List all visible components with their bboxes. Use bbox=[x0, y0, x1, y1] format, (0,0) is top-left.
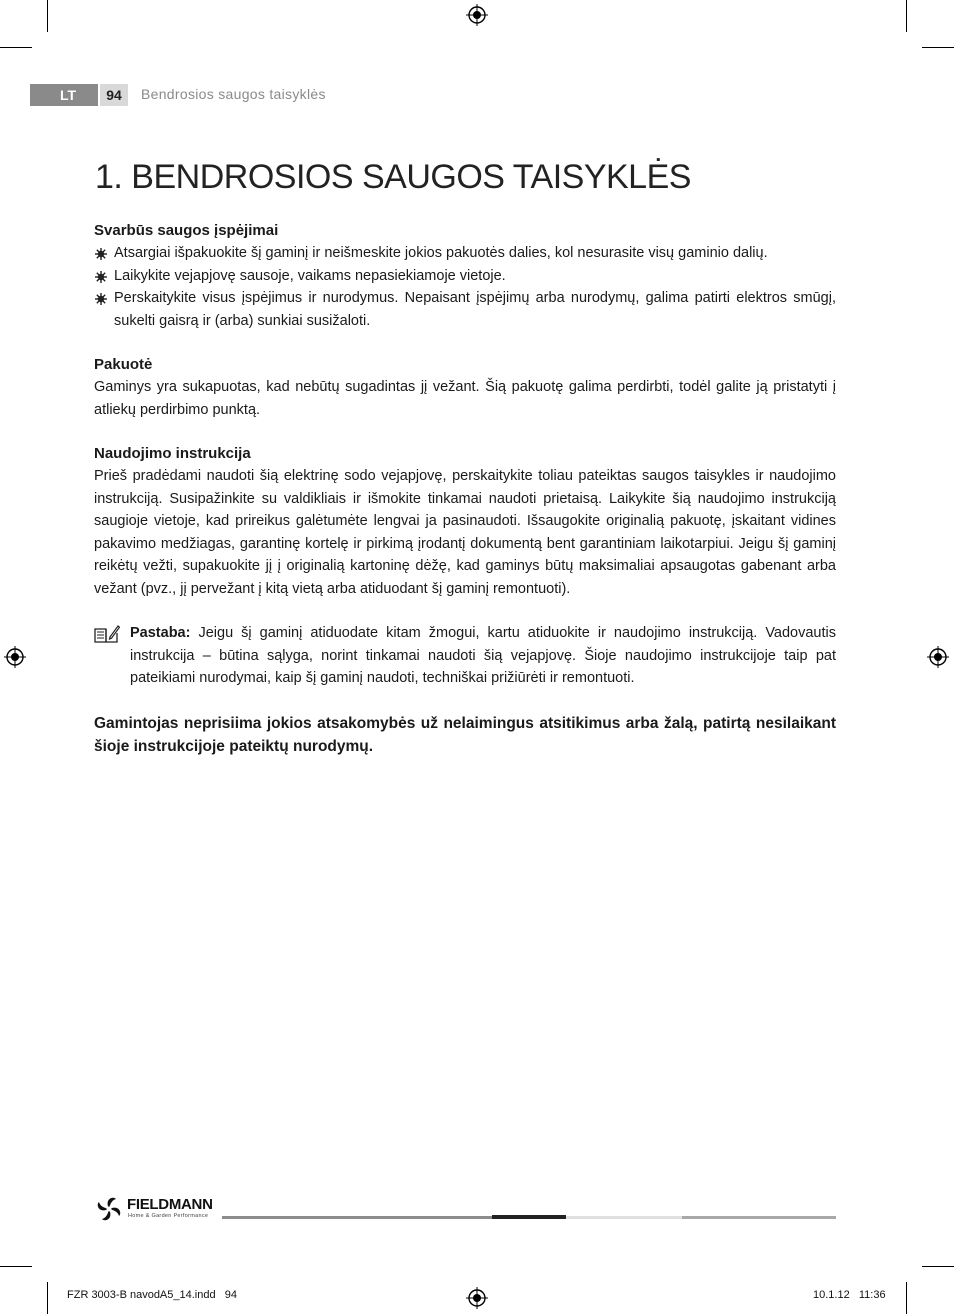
registration-mark-icon bbox=[927, 646, 949, 668]
disclaimer-text: Gamintojas neprisiima jokios atsakomybės už nelaimingus atsitikimus arba žalą, patirtą nesilaikant šioje instrukcijoje pateiktų nurodymų. bbox=[94, 714, 836, 755]
crop-mark bbox=[922, 47, 954, 48]
fieldmann-logo-icon bbox=[94, 1194, 124, 1224]
sun-bullet-icon bbox=[95, 248, 107, 260]
note-block bbox=[94, 622, 836, 690]
footer-bar-segment bbox=[492, 1215, 566, 1219]
footer-bar-segment bbox=[682, 1216, 836, 1219]
sun-bullet-icon bbox=[95, 293, 107, 305]
crop-mark bbox=[0, 1266, 32, 1267]
warning-text: Atsargiai išpakuokite šį gaminį ir neišmeskite jokios pakuotės dalies, kol nesurasite visų gaminio dalių. bbox=[114, 245, 768, 261]
crop-mark bbox=[47, 1282, 48, 1314]
registration-mark-icon bbox=[4, 646, 26, 668]
registration-mark-icon bbox=[466, 1287, 488, 1309]
slug-file-info: FZR 3003-B navodA5_14.indd 94 bbox=[67, 1289, 238, 1301]
note-label: Pastaba: bbox=[130, 625, 191, 641]
footer-bar-segment bbox=[222, 1216, 492, 1219]
list-item bbox=[94, 265, 836, 288]
header-running-title: Bendrosios saugos taisyklės bbox=[141, 86, 326, 102]
crop-mark bbox=[906, 0, 907, 32]
header-page-number: 94 bbox=[100, 84, 128, 106]
brand-tagline: Home & Garden Performance bbox=[128, 1213, 209, 1219]
instructions-heading: Naudojimo instrukcija bbox=[94, 445, 251, 462]
content-body bbox=[94, 220, 836, 758]
page-title: 1. BENDROSIOS SAUGOS TAISYKLĖS bbox=[95, 158, 691, 196]
instructions-text: Prieš pradėdami naudoti šią elektrinę sodo vejapjovę, perskaitykite toliau pateiktas saugos taisykles ir naudojimo instrukciją. Susipažinkite su valdikliais ir išmokite tinkamai naudoti prietaisą. Laikykite šią naudojimo instrukciją saugioje vietoje, kad prireikus galėtumėte lengvai ja pasinaudoti. Išsaugokite originalią pakuotę, įskaitant vidines pakavimo medžiagas, garantinę kortelę ir pirkimą įrodantį dokumentą bent garantiniam laikotarpiui. Jeigu šį gaminį reikėtų vežti, supakuokite jį į originalią kartoninę dėžę, kad gaminys būtų maksimaliai apsaugotas gabenant arba vežant (pvz., jį pervežant į kitą vietą arba atiduodant šį gaminį remontuoti). bbox=[94, 468, 836, 597]
registration-mark-icon bbox=[466, 4, 488, 26]
brand-name: FIELDMANN bbox=[127, 1196, 213, 1213]
sun-bullet-icon bbox=[95, 271, 107, 283]
header-lang: LT bbox=[60, 87, 77, 103]
note-text: Jeigu šį gaminį atiduodate kitam žmogui, kartu atiduokite ir naudojimo instrukciją. Vadovautis instrukcija – būtina sąlyga, norint tinkamai naudoti šią vejapjovę. Šioje naudojimo instrukcijoje taip pat pateikiami nurodymai, kaip šį gaminį naudoti, techniškai prižiūrėti ir remontuoti. bbox=[130, 625, 836, 686]
crop-mark bbox=[47, 0, 48, 32]
slug-date-info: 10.1.12 11:36 bbox=[813, 1289, 886, 1301]
warnings-list bbox=[94, 242, 836, 332]
warnings-heading: Svarbūs saugos įspėjimai bbox=[94, 222, 279, 239]
packaging-text: Gaminys yra sukapuotas, kad nebūtų sugadintas jį vežant. Šią pakuotę galima perdirbti, todėl galite ją pristatyti į atliekų perdirbimo punktą. bbox=[94, 379, 836, 418]
warning-text: Perskaitykite visus įspėjimus ir nurodymus. Nepaisant įspėjimų arba nurodymų, galima patirti elektros smūgį, sukelti gaisrą ir (arba) sunkiai susižaloti. bbox=[114, 290, 836, 329]
warning-text: Laikykite vejapjovę sausoje, vaikams nepasiekiamoje vietoje. bbox=[114, 267, 506, 284]
open-book-pencil-icon bbox=[94, 624, 120, 644]
list-item bbox=[94, 242, 836, 265]
crop-mark bbox=[0, 47, 32, 48]
packaging-heading: Pakuotė bbox=[94, 356, 153, 373]
crop-mark bbox=[922, 1266, 954, 1267]
footer-bar-segment bbox=[566, 1216, 682, 1219]
list-item bbox=[94, 287, 836, 332]
crop-mark bbox=[906, 1282, 907, 1314]
